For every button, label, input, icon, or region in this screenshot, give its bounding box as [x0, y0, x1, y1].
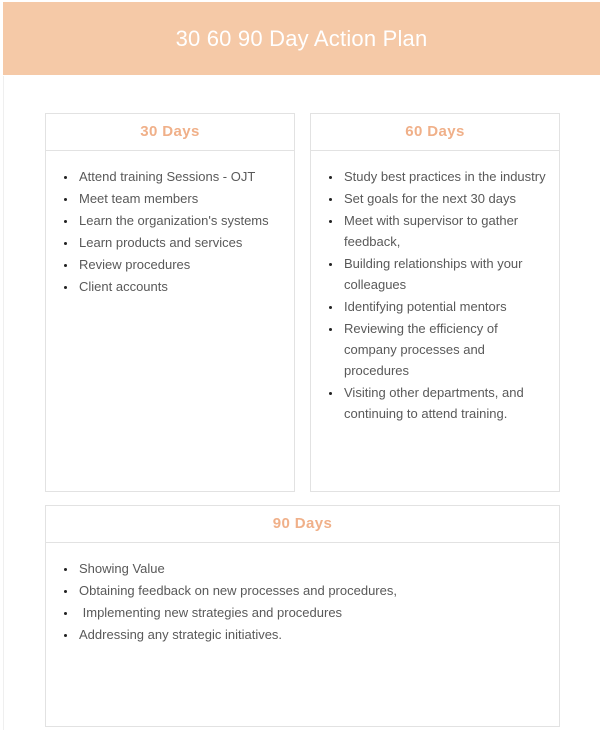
list-item: • Addressing any strategic initiatives.	[77, 624, 551, 645]
list-item: • Visiting other departments, and continuing to attend training.	[342, 382, 551, 424]
list-item: • Obtaining feedback on new processes and procedures,	[77, 580, 551, 601]
section-card-30-days	[45, 113, 295, 492]
list-item: • Study best practices in the industry	[342, 166, 551, 187]
list-item: • Building relationships with your colleagues	[342, 253, 551, 295]
list-item: • Meet with supervisor to gather feedback,	[342, 210, 551, 252]
bullet-list-30-days	[46, 166, 294, 297]
section-card-90-days	[45, 505, 560, 727]
list-item: • Showing Value	[77, 558, 551, 579]
list-item: • Client accounts	[77, 276, 286, 297]
list-item: • Meet team members	[77, 188, 286, 209]
bullet-list-90-days	[46, 558, 559, 645]
page-title: 30 60 90 Day Action Plan	[175, 26, 428, 51]
section-card-60-days	[310, 113, 560, 492]
list-item: • Reviewing the efficiency of company processes and procedures	[342, 318, 551, 381]
page-left-edge	[3, 76, 4, 730]
section-heading-30-days: 30 Days	[46, 114, 294, 151]
bullet-list-60-days	[311, 166, 559, 424]
list-item: • Review procedures	[77, 254, 286, 275]
list-item: • Identifying potential mentors	[342, 296, 551, 317]
list-item: • Implementing new strategies and procedures	[77, 602, 551, 623]
title-banner	[3, 2, 600, 75]
list-item: • Set goals for the next 30 days	[342, 188, 551, 209]
section-heading-90-days: 90 Days	[46, 506, 559, 543]
section-heading-60-days: 60 Days	[311, 114, 559, 151]
list-item: • Learn the organization's systems	[77, 210, 286, 231]
list-item: • Attend training Sessions - OJT	[77, 166, 286, 187]
list-item: • Learn products and services	[77, 232, 286, 253]
